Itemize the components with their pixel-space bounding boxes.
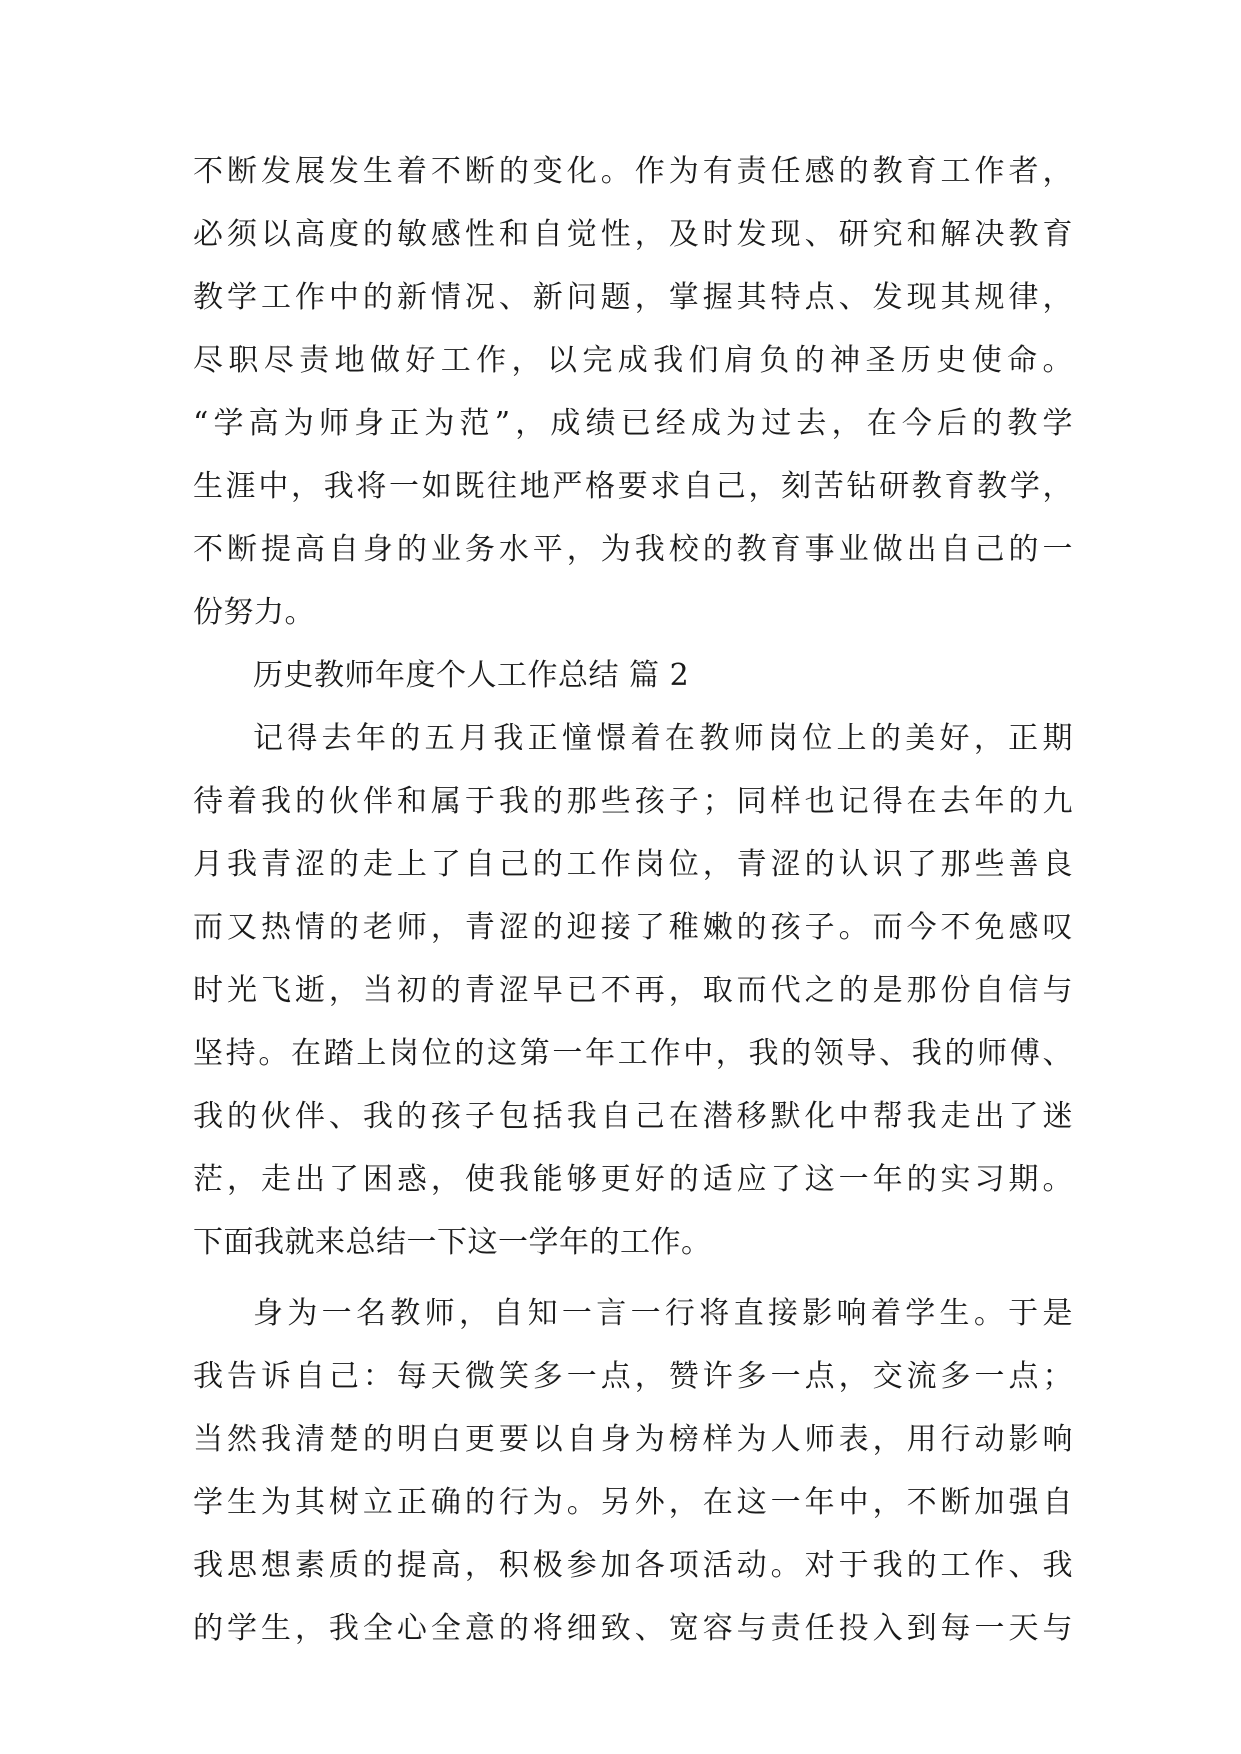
text-line: 身为一名教师，自知一言一行将直接影响着学生。于是 [253, 1296, 1073, 1331]
text-line: “学高为师身正为范”，成绩已经成为过去，在今后的教学 [193, 406, 1073, 441]
text-line: 份努力。 [193, 595, 315, 630]
text-line: 记得去年的五月我正憧憬着在教师岗位上的美好，正期 [253, 721, 1073, 756]
text-line: 我的伙伴、我的孩子包括我自己在潜移默化中帮我走出了迷 [193, 1099, 1073, 1134]
text-line: 尽职尽责地做好工作，以完成我们肩负的神圣历史使命。 [193, 343, 1073, 378]
text-line: 当然我清楚的明白更要以自身为榜样为人师表，用行动影响 [193, 1422, 1073, 1457]
text-line: 待着我的伙伴和属于我的那些孩子；同样也记得在去年的九 [193, 784, 1073, 819]
text-line: 而又热情的老师，青涩的迎接了稚嫩的孩子。而今不免感叹 [193, 910, 1073, 945]
text-line: 坚持。在踏上岗位的这第一年工作中，我的领导、我的师傅、 [193, 1036, 1073, 1071]
text-line: 月我青涩的走上了自己的工作岗位，青涩的认识了那些善良 [193, 847, 1073, 882]
text-line: 的学生，我全心全意的将细致、宽容与责任投入到每一天与 [193, 1611, 1073, 1646]
text-line: 茫，走出了困惑，使我能够更好的适应了这一年的实习期。 [193, 1162, 1073, 1197]
text-line: 不断提高自身的业务水平，为我校的教育事业做出自己的一 [193, 532, 1073, 567]
text-line: 教学工作中的新情况、新问题，掌握其特点、发现其规律， [193, 280, 1073, 315]
text-line: 必须以高度的敏感性和自觉性，及时发现、研究和解决教育 [193, 217, 1073, 252]
text-line: 学生为其树立正确的行为。另外，在这一年中，不断加强自 [193, 1485, 1073, 1520]
text-line: 时光飞逝，当初的青涩早已不再，取而代之的是那份自信与 [193, 973, 1073, 1008]
text-line: 我告诉自己：每天微笑多一点，赞许多一点，交流多一点； [193, 1359, 1073, 1394]
text-line: 不断发展发生着不断的变化。作为有责任感的教育工作者， [193, 154, 1073, 189]
text-line: 下面我就来总结一下这一学年的工作。 [193, 1225, 712, 1260]
text-line: 我思想素质的提高，积极参加各项活动。对于我的工作、我 [193, 1548, 1073, 1583]
text-line: 生涯中，我将一如既往地严格要求自己，刻苦钻研教育教学， [193, 469, 1073, 504]
section-heading: 历史教师年度个人工作总结 篇 2 [253, 658, 690, 693]
